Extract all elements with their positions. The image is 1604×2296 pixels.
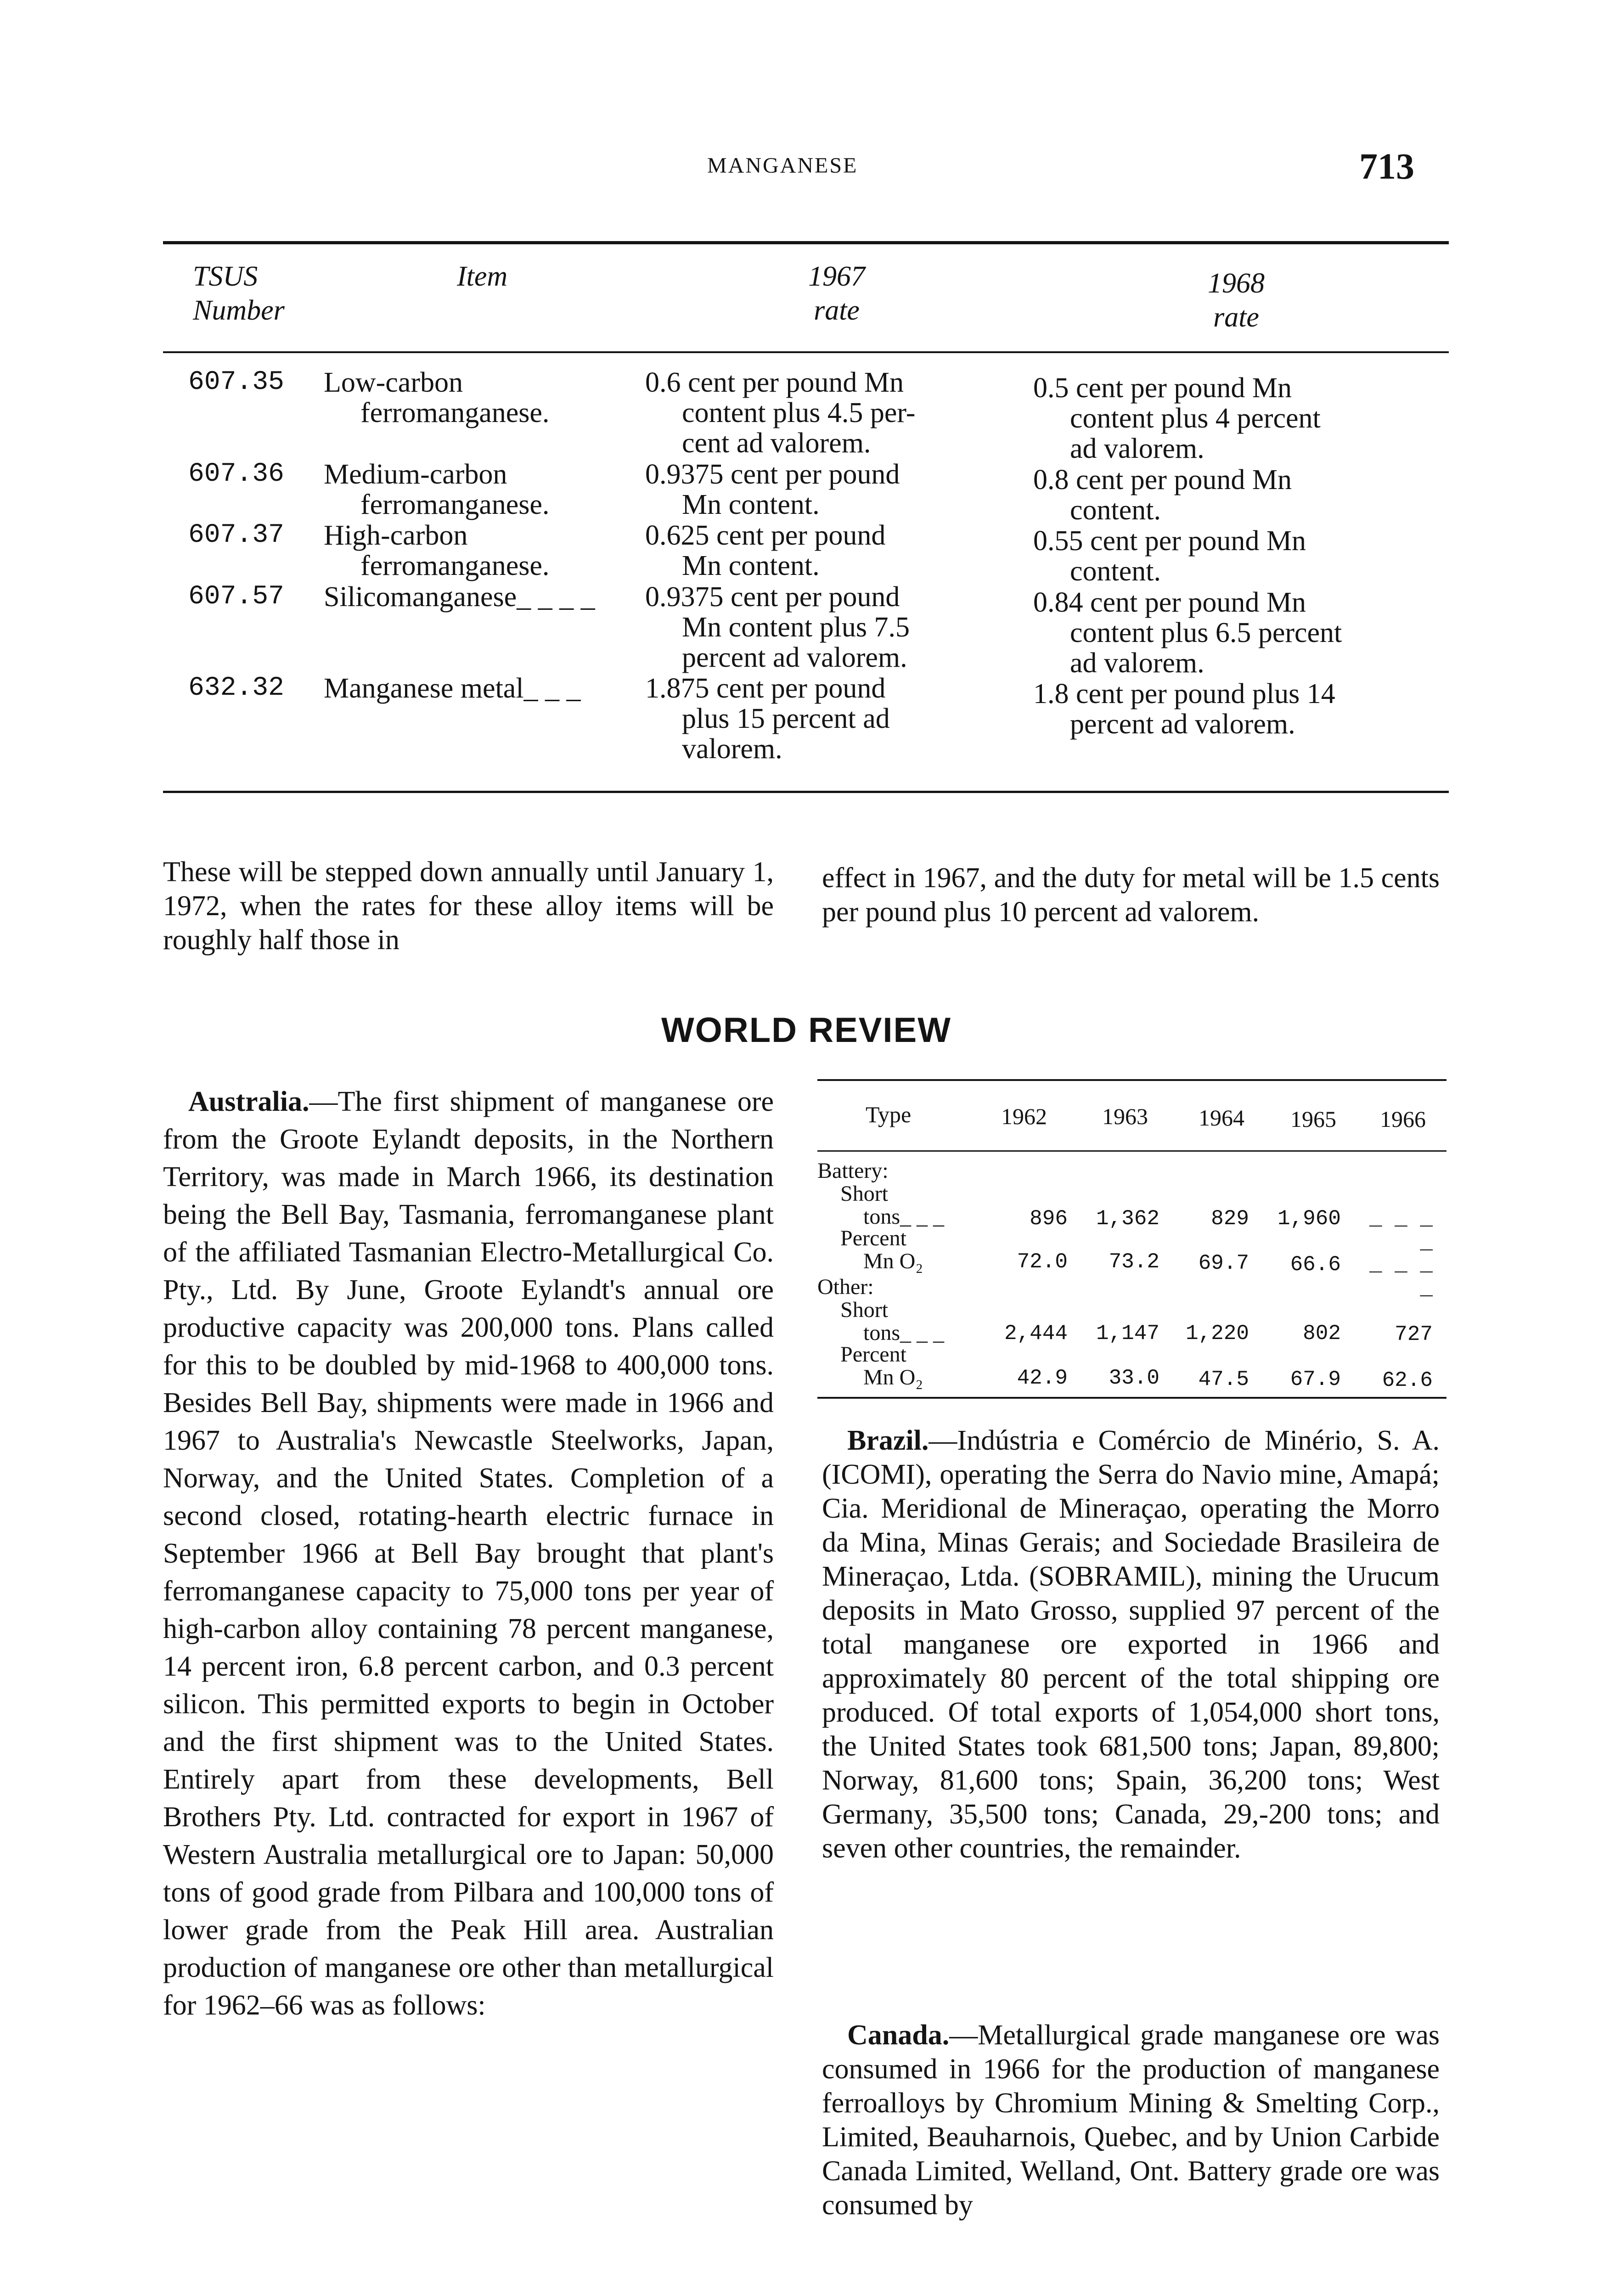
row-label: Short tons_ _ _ xyxy=(840,1182,945,1229)
canada-paragraph xyxy=(822,2018,1440,2222)
intro-left: These will be stepped down annually until January 1, 1972, when the rates for these alloy items will be roughly half those in xyxy=(163,856,774,956)
item-name: Medium-carbon ferromanganese. xyxy=(324,459,550,520)
cell-value: 62.6 xyxy=(1382,1368,1433,1392)
country-lead: Brazil. xyxy=(847,1425,929,1456)
section-heading: WORLD REVIEW xyxy=(661,1011,951,1050)
row-label: Percent Mn O₂ xyxy=(840,1226,923,1273)
australia-text: —The first shipment of manganese ore from the Groote Eylandt deposits, in the Northern Territory, was made in March 1966, its destination being the Bell Bay, Tasmania, ferromanganese plant of the affiliated Tasmanian Electro-Metallurgical Co. Pty., Ltd. By June, Groote Eylandt's annual ore productive capacity was 200,000 tons. Plans called for this to be doubled by mid-1968 to 400,000 tons. Besides Bell Bay, shipments were made in 1966 and 1967 to Australia's Newcastle Steelworks, Japan, Norway, and the United States. Completion of a second closed, rotating-hearth electric furnace in September 1966 at Bell Bay brought that plant's ferromanganese capacity to 75,000 tons per year of high-carbon alloy containing 78 percent manganese, 14 percent iron, 6.8 percent carbon, and 0.3 percent silicon. This permitted exports to begin in October and the first shipment was to the United States. Entirely apart from these developments, Bell Brothers Pty. Ltd. contracted for export in 1967 of Western Australia metallurgical ore to Japan: 50,000 tons of good grade from Pilbara and 100,000 tons of lower grade from the Peak Hill area. Australian production of manganese ore other than metallurgical for 1962–66 was as follows: xyxy=(163,1086,774,2021)
cell-value: 829 xyxy=(1211,1207,1249,1231)
col-header-year: 1966 xyxy=(1380,1106,1426,1132)
table-top-rule xyxy=(163,241,1449,244)
rate-1967: 1.875 cent per pound plus 15 percent ad valorem. xyxy=(645,673,890,765)
tsus-number: 607.36 xyxy=(188,459,284,489)
cell-value: 66.6 xyxy=(1290,1253,1341,1277)
rate-1968: 0.8 cent per pound Mn content. xyxy=(1033,464,1292,526)
rate-1967: 0.6 cent per pound Mn content plus 4.5 per- cent ad valorem. xyxy=(645,367,916,459)
brazil-text: —Indústria e Comércio de Minério, S. A. (ICOMI), operating the Serra do Navio mine, Amapá; Cia. Meridional de Mineraçao, operating the Morro da Mina, Minas Gerais; and Sociedade Brasileira de Mineraçao, Ltda. (SOBRAMIL), mining the Urucum deposits in Mato Grosso, supplied 97 percent of the total manganese ore exported in 1966 and approximately 80 percent of the total shipping ore produced. Of total exports of 1,054,000 short tons, the United States took 681,500 tons; Japan, 89,800; Norway, 81,600 tons; Spain, 36,200 tons; West Germany, 35,500 tons; Canada, 29,-200 tons; and seven other countries, the remainder. xyxy=(822,1425,1440,1864)
canada-text: —Metallurgical grade manganese ore was consumed in 1966 for the production of manganese ferroalloys by Chromium Mining & Smelting Corp., Limited, Beauharnois, Quebec, and by Union Carbide Canada Limited, Welland, Ont. Battery grade ore was consumed by xyxy=(822,2020,1440,2221)
running-header: MANGANESE xyxy=(707,153,858,178)
rate-1968: 0.5 cent per pound Mn content plus 4 percent ad valorem. xyxy=(1033,372,1321,464)
table-row xyxy=(188,367,1451,464)
tsus-number: 632.32 xyxy=(188,673,284,703)
item-name: High-carbon ferromanganese. xyxy=(324,520,550,581)
table-header-rule xyxy=(817,1150,1446,1152)
col-header-1968: 1968 rate xyxy=(1208,268,1265,333)
tsus-number: 607.57 xyxy=(188,582,284,612)
australia-paragraph xyxy=(163,1083,774,2024)
page-number: 713 xyxy=(1359,146,1414,187)
col-header-year: 1965 xyxy=(1290,1106,1336,1132)
table-row xyxy=(188,520,1451,585)
col-header-year: 1962 xyxy=(1001,1103,1047,1129)
cell-value: 73.2 xyxy=(1109,1250,1159,1274)
cell-value: 42.9 xyxy=(1017,1366,1068,1390)
rate-1967: 0.9375 cent per pound Mn content plus 7.5 percent ad valorem. xyxy=(645,581,910,673)
cell-value: 33.0 xyxy=(1109,1366,1159,1390)
intro-right: effect in 1967, and the duty for metal will be 1.5 cents per pound plus 10 percent ad valorem. xyxy=(822,862,1440,928)
cell-value: 802 xyxy=(1303,1322,1341,1345)
cell-value: _ _ _ _ xyxy=(1369,1207,1433,1255)
cell-value: 72.0 xyxy=(1017,1250,1068,1274)
cell-value: 1,220 xyxy=(1185,1322,1249,1345)
cell-value: 2,444 xyxy=(1004,1322,1068,1345)
tsus-number: 607.37 xyxy=(188,520,284,550)
cell-value: _ _ _ _ xyxy=(1369,1253,1433,1300)
tsus-number: 607.35 xyxy=(188,367,284,397)
table-row xyxy=(188,459,1451,526)
cell-value: 69.7 xyxy=(1198,1251,1249,1275)
rate-1968: 1.8 cent per pound plus 14 percent ad valorem. xyxy=(1033,678,1335,740)
table-row xyxy=(188,581,1451,679)
country-lead: Australia. xyxy=(188,1086,310,1117)
item-name: Silicomanganese_ _ _ _ xyxy=(324,581,595,613)
table-bottom-rule xyxy=(817,1397,1446,1399)
item-name: Manganese metal_ _ _ xyxy=(324,673,581,704)
table-bottom-rule xyxy=(163,791,1449,793)
rate-1967: 0.9375 cent per pound Mn content. xyxy=(645,459,900,520)
rate-1968: 0.55 cent per pound Mn content. xyxy=(1033,525,1306,587)
table-header-rule xyxy=(163,351,1449,353)
row-label: Percent Mn O₂ xyxy=(840,1342,923,1390)
col-header-year: 1963 xyxy=(1102,1103,1148,1129)
table-top-rule xyxy=(817,1079,1446,1081)
cell-value: 727 xyxy=(1395,1322,1433,1346)
cell-value: 1,362 xyxy=(1096,1207,1159,1231)
cell-value: 1,960 xyxy=(1277,1207,1341,1231)
country-lead: Canada. xyxy=(847,2020,950,2051)
table-row xyxy=(188,673,1451,765)
rate-1967: 0.625 cent per pound Mn content. xyxy=(645,520,886,581)
cell-value: 67.9 xyxy=(1290,1367,1341,1391)
cell-value: 896 xyxy=(1030,1207,1068,1231)
col-header-type: Type xyxy=(866,1102,912,1127)
brazil-paragraph xyxy=(822,1424,1440,1865)
cell-value: 47.5 xyxy=(1198,1367,1249,1391)
cell-value: 1,147 xyxy=(1096,1322,1159,1345)
item-name: Low-carbon ferromanganese. xyxy=(324,367,550,428)
group-label: Battery: xyxy=(817,1159,889,1183)
col-header-year: 1964 xyxy=(1199,1105,1244,1131)
col-header-tsus: TSUS Number xyxy=(193,261,285,326)
row-label: Short tons_ _ _ xyxy=(840,1298,945,1345)
group-label: Other: xyxy=(817,1275,874,1299)
production-table xyxy=(817,1079,1446,1401)
col-header-item: Item xyxy=(457,261,508,292)
col-header-1967: 1967 rate xyxy=(808,261,865,326)
rate-1968: 0.84 cent per pound Mn content plus 6.5 percent ad valorem. xyxy=(1033,587,1342,679)
